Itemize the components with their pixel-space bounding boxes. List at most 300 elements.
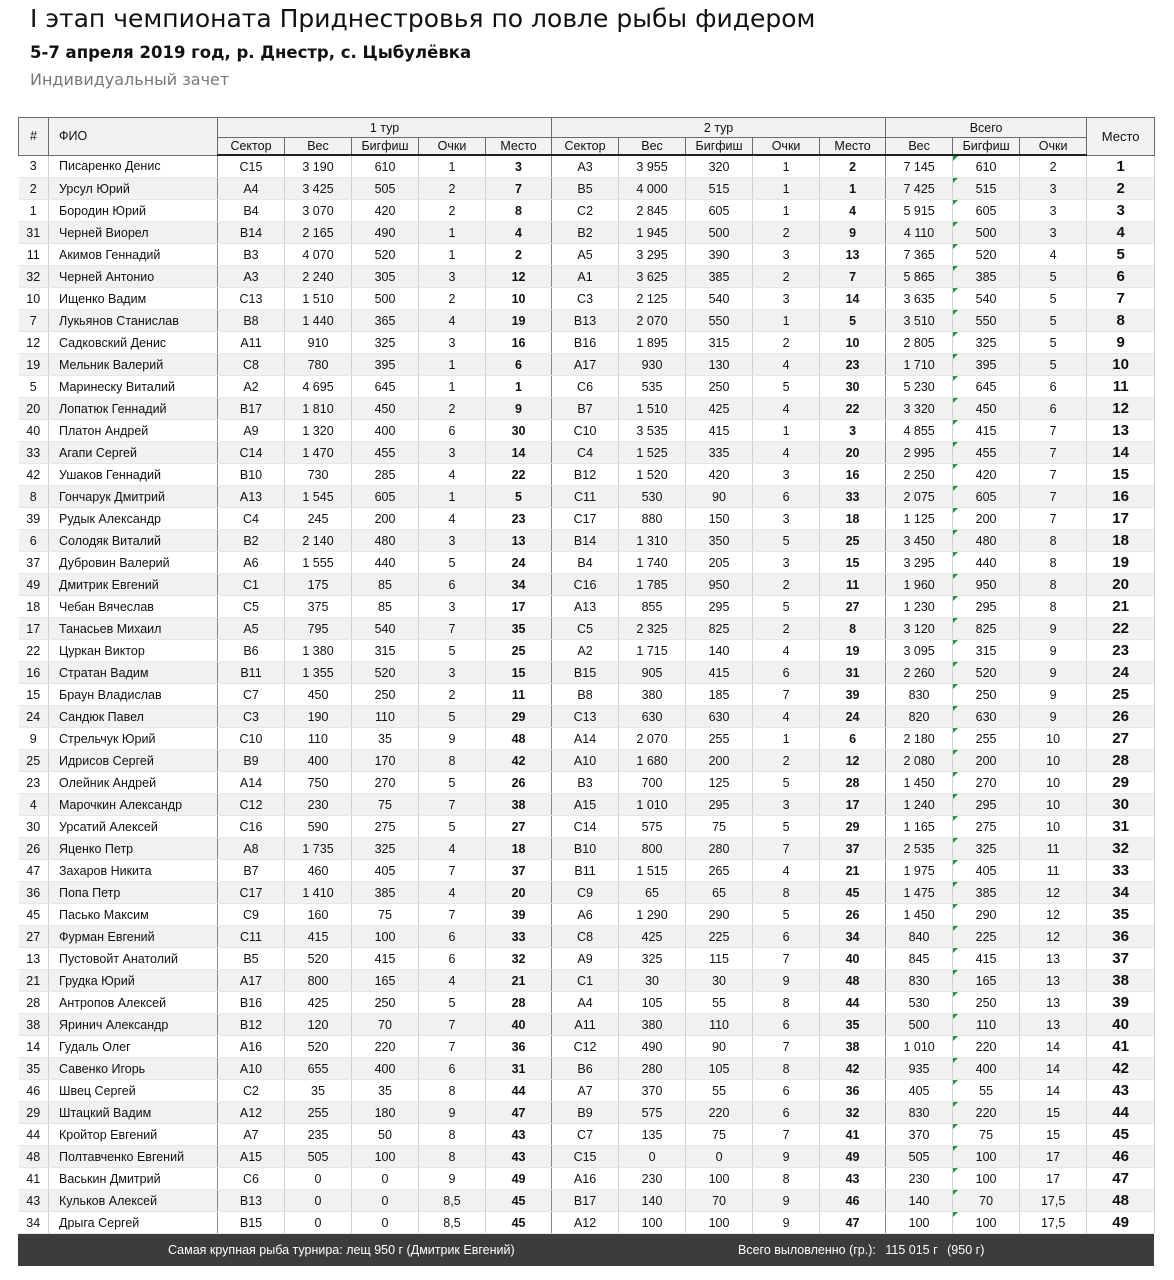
final-place: 10 xyxy=(1087,354,1155,376)
r1-sector: B14 xyxy=(218,222,285,244)
r1-bigfish: 645 xyxy=(352,376,419,398)
total-weight: 845 xyxy=(886,948,953,970)
r1-points: 7 xyxy=(419,1036,486,1058)
total-bigfish-value: 275 xyxy=(975,819,997,834)
r1-bigfish: 325 xyxy=(352,332,419,354)
r1-points: 6 xyxy=(419,420,486,442)
r1-place: 20 xyxy=(486,882,552,904)
r1-sector: B3 xyxy=(218,244,285,266)
participant-name: Полтавченко Евгений xyxy=(49,1146,218,1168)
r1-sector: C2 xyxy=(218,1080,285,1102)
comment-marker-icon xyxy=(953,398,958,403)
comment-marker-icon xyxy=(953,1058,958,1063)
table-row xyxy=(19,1102,1155,1124)
final-place: 43 xyxy=(1087,1080,1155,1102)
r2-place: 16 xyxy=(820,464,886,486)
total-weight: 370 xyxy=(886,1124,953,1146)
header-round1: 1 тур xyxy=(218,118,552,138)
total-bigfish-value: 290 xyxy=(975,907,997,922)
final-place: 36 xyxy=(1087,926,1155,948)
r2-place: 26 xyxy=(820,904,886,926)
total-bigfish-value: 270 xyxy=(975,775,997,790)
participant-name: Яценко Петр xyxy=(49,838,218,860)
r1-place: 30 xyxy=(486,420,552,442)
r2-sector: A6 xyxy=(552,904,619,926)
r2-bigfish: 500 xyxy=(686,222,753,244)
r2-points: 2 xyxy=(753,618,820,640)
total-bigfish xyxy=(953,332,1020,354)
r2-points: 3 xyxy=(753,464,820,486)
r1-weight: 0 xyxy=(285,1212,352,1234)
r1-sector: C12 xyxy=(218,794,285,816)
participant-name: Лопатюк Геннадий xyxy=(49,398,218,420)
participant-number: 30 xyxy=(19,816,49,838)
total-bigfish-value: 520 xyxy=(975,665,997,680)
comment-marker-icon xyxy=(953,970,958,975)
r1-sector: C14 xyxy=(218,442,285,464)
r2-points: 4 xyxy=(753,860,820,882)
total-weight: 500 xyxy=(886,1014,953,1036)
total-bigfish xyxy=(953,178,1020,200)
comment-marker-icon xyxy=(953,706,958,711)
total-bigfish-value: 515 xyxy=(975,181,997,196)
final-place: 21 xyxy=(1087,596,1155,618)
r2-bigfish: 100 xyxy=(686,1168,753,1190)
total-bigfish xyxy=(953,750,1020,772)
total-points: 10 xyxy=(1020,794,1087,816)
r2-bigfish: 185 xyxy=(686,684,753,706)
r1-points: 3 xyxy=(419,442,486,464)
r1-place: 31 xyxy=(486,1058,552,1080)
r2-bigfish: 290 xyxy=(686,904,753,926)
participant-name: Дубровин Валерий xyxy=(49,552,218,574)
r2-weight: 1 520 xyxy=(619,464,686,486)
total-points: 5 xyxy=(1020,332,1087,354)
r1-bigfish: 325 xyxy=(352,838,419,860)
participant-name: Гудаль Олег xyxy=(49,1036,218,1058)
total-weight: 935 xyxy=(886,1058,953,1080)
r2-bigfish: 100 xyxy=(686,1212,753,1234)
participant-number: 38 xyxy=(19,1014,49,1036)
r2-points: 8 xyxy=(753,1058,820,1080)
r2-place: 33 xyxy=(820,486,886,508)
r1-place: 9 xyxy=(486,398,552,420)
r1-bigfish: 440 xyxy=(352,552,419,574)
participant-name: Стратан Вадим xyxy=(49,662,218,684)
r2-weight: 2 070 xyxy=(619,728,686,750)
final-place: 19 xyxy=(1087,552,1155,574)
r2-weight: 0 xyxy=(619,1146,686,1168)
r2-points: 1 xyxy=(753,310,820,332)
r1-bigfish: 285 xyxy=(352,464,419,486)
participant-number: 1 xyxy=(19,200,49,222)
participant-name: Черней Антонио xyxy=(49,266,218,288)
r2-bigfish: 150 xyxy=(686,508,753,530)
total-bigfish-value: 220 xyxy=(975,1105,997,1120)
total-bigfish xyxy=(953,728,1020,750)
participant-name: Фурман Евгений xyxy=(49,926,218,948)
r2-points: 4 xyxy=(753,442,820,464)
final-place: 45 xyxy=(1087,1124,1155,1146)
total-weight: 1 165 xyxy=(886,816,953,838)
table-row xyxy=(19,442,1155,464)
participant-number: 6 xyxy=(19,530,49,552)
total-bigfish xyxy=(953,222,1020,244)
r1-place: 8 xyxy=(486,200,552,222)
r1-sector: C7 xyxy=(218,684,285,706)
r2-place: 49 xyxy=(820,1146,886,1168)
total-bigfish-value: 420 xyxy=(975,467,997,482)
r1-points: 3 xyxy=(419,662,486,684)
table-row xyxy=(19,706,1155,728)
participant-name: Стрельчук Юрий xyxy=(49,728,218,750)
participant-number: 32 xyxy=(19,266,49,288)
r2-weight: 1 510 xyxy=(619,398,686,420)
r2-points: 9 xyxy=(753,1190,820,1212)
r1-weight: 520 xyxy=(285,948,352,970)
r2-place: 6 xyxy=(820,728,886,750)
participant-number: 47 xyxy=(19,860,49,882)
final-place: 6 xyxy=(1087,266,1155,288)
total-bigfish xyxy=(953,772,1020,794)
total-points: 10 xyxy=(1020,728,1087,750)
r1-points: 5 xyxy=(419,706,486,728)
r2-sector: C15 xyxy=(552,1146,619,1168)
final-place: 27 xyxy=(1087,728,1155,750)
r1-bigfish: 315 xyxy=(352,640,419,662)
r2-bigfish: 0 xyxy=(686,1146,753,1168)
r2-bigfish: 415 xyxy=(686,420,753,442)
r2-sector: C13 xyxy=(552,706,619,728)
r1-sector: C3 xyxy=(218,706,285,728)
r1-points: 3 xyxy=(419,596,486,618)
r1-weight: 160 xyxy=(285,904,352,926)
r1-weight: 230 xyxy=(285,794,352,816)
total-weight: 1 450 xyxy=(886,904,953,926)
final-place: 26 xyxy=(1087,706,1155,728)
total-points: 14 xyxy=(1020,1080,1087,1102)
r2-bigfish: 825 xyxy=(686,618,753,640)
total-weight: 405 xyxy=(886,1080,953,1102)
r2-points: 9 xyxy=(753,1212,820,1234)
final-place: 18 xyxy=(1087,530,1155,552)
participant-number: 19 xyxy=(19,354,49,376)
total-points: 5 xyxy=(1020,288,1087,310)
total-weight: 1 475 xyxy=(886,882,953,904)
participant-name: Ищенко Вадим xyxy=(49,288,218,310)
r1-points: 8,5 xyxy=(419,1190,486,1212)
total-weight: 1 230 xyxy=(886,596,953,618)
r1-weight: 1 320 xyxy=(285,420,352,442)
total-weight: 2 080 xyxy=(886,750,953,772)
r2-weight: 855 xyxy=(619,596,686,618)
standings-type: Индивидуальный зачет xyxy=(30,70,230,89)
r2-place: 32 xyxy=(820,1102,886,1124)
participant-name: Мельник Валерий xyxy=(49,354,218,376)
r2-points: 5 xyxy=(753,904,820,926)
r1-place: 40 xyxy=(486,1014,552,1036)
header-r1-points: Очки xyxy=(419,138,486,156)
r1-bigfish: 520 xyxy=(352,244,419,266)
r2-place: 8 xyxy=(820,618,886,640)
summary-bar xyxy=(18,1234,1154,1266)
table-row xyxy=(19,1190,1155,1212)
r2-weight: 575 xyxy=(619,1102,686,1124)
total-bigfish-value: 605 xyxy=(975,489,997,504)
r2-bigfish: 75 xyxy=(686,816,753,838)
r2-place: 45 xyxy=(820,882,886,904)
r1-bigfish: 610 xyxy=(352,155,419,178)
total-bigfish-value: 70 xyxy=(979,1193,994,1208)
r1-points: 1 xyxy=(419,244,486,266)
r2-sector: C2 xyxy=(552,200,619,222)
final-place: 34 xyxy=(1087,882,1155,904)
total-bigfish xyxy=(953,970,1020,992)
total-bigfish-value: 325 xyxy=(975,335,997,350)
total-bigfish xyxy=(953,1102,1020,1124)
total-points: 11 xyxy=(1020,838,1087,860)
r1-bigfish: 75 xyxy=(352,904,419,926)
r2-bigfish: 55 xyxy=(686,992,753,1014)
header-total-bigfish: Бигфиш xyxy=(953,138,1020,156)
comment-marker-icon xyxy=(953,750,958,755)
r2-sector: C9 xyxy=(552,882,619,904)
final-place: 9 xyxy=(1087,332,1155,354)
participant-name: Бородин Юрий xyxy=(49,200,218,222)
r1-weight: 415 xyxy=(285,926,352,948)
r2-place: 20 xyxy=(820,442,886,464)
r2-weight: 1 010 xyxy=(619,794,686,816)
table-row xyxy=(19,464,1155,486)
r1-weight: 800 xyxy=(285,970,352,992)
participant-number: 41 xyxy=(19,1168,49,1190)
total-points: 2 xyxy=(1020,155,1087,178)
r2-points: 8 xyxy=(753,1168,820,1190)
total-points: 12 xyxy=(1020,882,1087,904)
r1-points: 4 xyxy=(419,310,486,332)
r2-points: 6 xyxy=(753,926,820,948)
header-r2-bigfish: Бигфиш xyxy=(686,138,753,156)
total-bigfish-value: 110 xyxy=(976,1017,997,1032)
r2-place: 21 xyxy=(820,860,886,882)
total-bigfish xyxy=(953,266,1020,288)
total-weight: 1 240 xyxy=(886,794,953,816)
total-bigfish-value: 645 xyxy=(975,379,997,394)
r2-points: 3 xyxy=(753,508,820,530)
total-bigfish-value: 825 xyxy=(975,621,997,636)
comment-marker-icon xyxy=(953,1014,958,1019)
table-row xyxy=(19,618,1155,640)
r2-bigfish: 55 xyxy=(686,1080,753,1102)
r2-weight: 535 xyxy=(619,376,686,398)
r2-sector: A17 xyxy=(552,354,619,376)
r1-place: 2 xyxy=(486,244,552,266)
r2-weight: 280 xyxy=(619,1058,686,1080)
r2-sector: A7 xyxy=(552,1080,619,1102)
table-row xyxy=(19,354,1155,376)
table-row xyxy=(19,838,1155,860)
r2-points: 6 xyxy=(753,486,820,508)
r1-points: 7 xyxy=(419,860,486,882)
r1-place: 11 xyxy=(486,684,552,706)
r1-place: 27 xyxy=(486,816,552,838)
r1-place: 7 xyxy=(486,178,552,200)
total-weight: 1 125 xyxy=(886,508,953,530)
r1-points: 1 xyxy=(419,222,486,244)
comment-marker-icon xyxy=(953,1036,958,1041)
r1-weight: 190 xyxy=(285,706,352,728)
total-bigfish xyxy=(953,200,1020,222)
participant-number: 29 xyxy=(19,1102,49,1124)
comment-marker-icon xyxy=(953,1080,958,1085)
r2-place: 28 xyxy=(820,772,886,794)
participant-name: Урсатий Алексей xyxy=(49,816,218,838)
participant-name: Ушаков Геннадий xyxy=(49,464,218,486)
table-row xyxy=(19,155,1155,178)
r1-weight: 655 xyxy=(285,1058,352,1080)
r1-weight: 4 695 xyxy=(285,376,352,398)
participant-number: 23 xyxy=(19,772,49,794)
r1-bigfish: 170 xyxy=(352,750,419,772)
total-points: 17,5 xyxy=(1020,1212,1087,1234)
r2-place: 12 xyxy=(820,750,886,772)
r1-sector: C9 xyxy=(218,904,285,926)
total-points: 13 xyxy=(1020,1014,1087,1036)
r1-bigfish: 165 xyxy=(352,970,419,992)
r2-points: 3 xyxy=(753,552,820,574)
r1-bigfish: 100 xyxy=(352,1146,419,1168)
total-weight: 820 xyxy=(886,706,953,728)
total-points: 4 xyxy=(1020,244,1087,266)
r1-place: 25 xyxy=(486,640,552,662)
participant-number: 45 xyxy=(19,904,49,926)
r1-bigfish: 0 xyxy=(352,1190,419,1212)
header-r2-place: Место xyxy=(820,138,886,156)
r2-bigfish: 335 xyxy=(686,442,753,464)
participant-number: 40 xyxy=(19,420,49,442)
participant-name: Гончарук Дмитрий xyxy=(49,486,218,508)
r1-place: 38 xyxy=(486,794,552,816)
participant-number: 26 xyxy=(19,838,49,860)
total-points: 17 xyxy=(1020,1168,1087,1190)
r1-weight: 910 xyxy=(285,332,352,354)
total-points: 3 xyxy=(1020,222,1087,244)
total-bigfish xyxy=(953,1190,1020,1212)
total-caught-label: Всего выловленно (гр.): xyxy=(738,1243,876,1257)
r2-place: 34 xyxy=(820,926,886,948)
r1-weight: 2 165 xyxy=(285,222,352,244)
total-bigfish xyxy=(953,442,1020,464)
r1-bigfish: 110 xyxy=(352,706,419,728)
r2-bigfish: 205 xyxy=(686,552,753,574)
participant-number: 39 xyxy=(19,508,49,530)
total-points: 9 xyxy=(1020,684,1087,706)
participant-number: 18 xyxy=(19,596,49,618)
table-row xyxy=(19,1168,1155,1190)
r2-place: 39 xyxy=(820,684,886,706)
total-weight: 1 960 xyxy=(886,574,953,596)
r1-weight: 1 380 xyxy=(285,640,352,662)
r1-weight: 0 xyxy=(285,1190,352,1212)
participant-name: Васькин Дмитрий xyxy=(49,1168,218,1190)
r2-weight: 3 295 xyxy=(619,244,686,266)
total-bigfish-value: 55 xyxy=(979,1083,994,1098)
total-caught-extra: (950 г) xyxy=(947,1243,985,1257)
final-place: 2 xyxy=(1087,178,1155,200)
total-bigfish-value: 250 xyxy=(975,687,997,702)
comment-marker-icon xyxy=(953,596,958,601)
total-weight: 2 805 xyxy=(886,332,953,354)
r1-points: 5 xyxy=(419,640,486,662)
r1-bigfish: 85 xyxy=(352,574,419,596)
table-row xyxy=(19,266,1155,288)
r1-place: 18 xyxy=(486,838,552,860)
r1-weight: 400 xyxy=(285,750,352,772)
r1-sector: B2 xyxy=(218,530,285,552)
total-weight: 2 250 xyxy=(886,464,953,486)
r1-bigfish: 540 xyxy=(352,618,419,640)
r2-place: 4 xyxy=(820,200,886,222)
r2-weight: 1 515 xyxy=(619,860,686,882)
r1-sector: A12 xyxy=(218,1102,285,1124)
r1-place: 16 xyxy=(486,332,552,354)
header-r2-sector: Сектор xyxy=(552,138,619,156)
r2-weight: 65 xyxy=(619,882,686,904)
total-bigfish xyxy=(953,684,1020,706)
r1-points: 2 xyxy=(419,398,486,420)
r2-weight: 800 xyxy=(619,838,686,860)
r1-points: 5 xyxy=(419,992,486,1014)
event-date-location: 5-7 апреля 2019 год, р. Днестр, с. Цыбулёвка xyxy=(30,43,472,62)
total-points: 14 xyxy=(1020,1036,1087,1058)
r1-sector: A8 xyxy=(218,838,285,860)
total-bigfish-value: 440 xyxy=(975,555,997,570)
r2-sector: B8 xyxy=(552,684,619,706)
r2-points: 4 xyxy=(753,640,820,662)
r1-points: 2 xyxy=(419,178,486,200)
r1-weight: 3 070 xyxy=(285,200,352,222)
r1-sector: C11 xyxy=(218,926,285,948)
comment-marker-icon xyxy=(953,1102,958,1107)
r2-points: 3 xyxy=(753,288,820,310)
table-row xyxy=(19,398,1155,420)
total-bigfish xyxy=(953,1146,1020,1168)
total-weight: 3 120 xyxy=(886,618,953,640)
table-row xyxy=(19,552,1155,574)
r1-sector: A6 xyxy=(218,552,285,574)
r1-weight: 460 xyxy=(285,860,352,882)
total-bigfish xyxy=(953,882,1020,904)
participant-name: Писаренко Денис xyxy=(49,155,218,178)
r2-place: 38 xyxy=(820,1036,886,1058)
r2-sector: A11 xyxy=(552,1014,619,1036)
r2-points: 4 xyxy=(753,354,820,376)
r2-bigfish: 390 xyxy=(686,244,753,266)
participant-number: 14 xyxy=(19,1036,49,1058)
r2-bigfish: 75 xyxy=(686,1124,753,1146)
total-points: 12 xyxy=(1020,926,1087,948)
total-weight: 1 710 xyxy=(886,354,953,376)
r1-bigfish: 35 xyxy=(352,1080,419,1102)
final-place: 35 xyxy=(1087,904,1155,926)
r1-place: 24 xyxy=(486,552,552,574)
r1-bigfish: 385 xyxy=(352,882,419,904)
r1-sector: A11 xyxy=(218,332,285,354)
total-weight: 2 260 xyxy=(886,662,953,684)
r2-place: 41 xyxy=(820,1124,886,1146)
r2-bigfish: 315 xyxy=(686,332,753,354)
total-bigfish xyxy=(953,530,1020,552)
